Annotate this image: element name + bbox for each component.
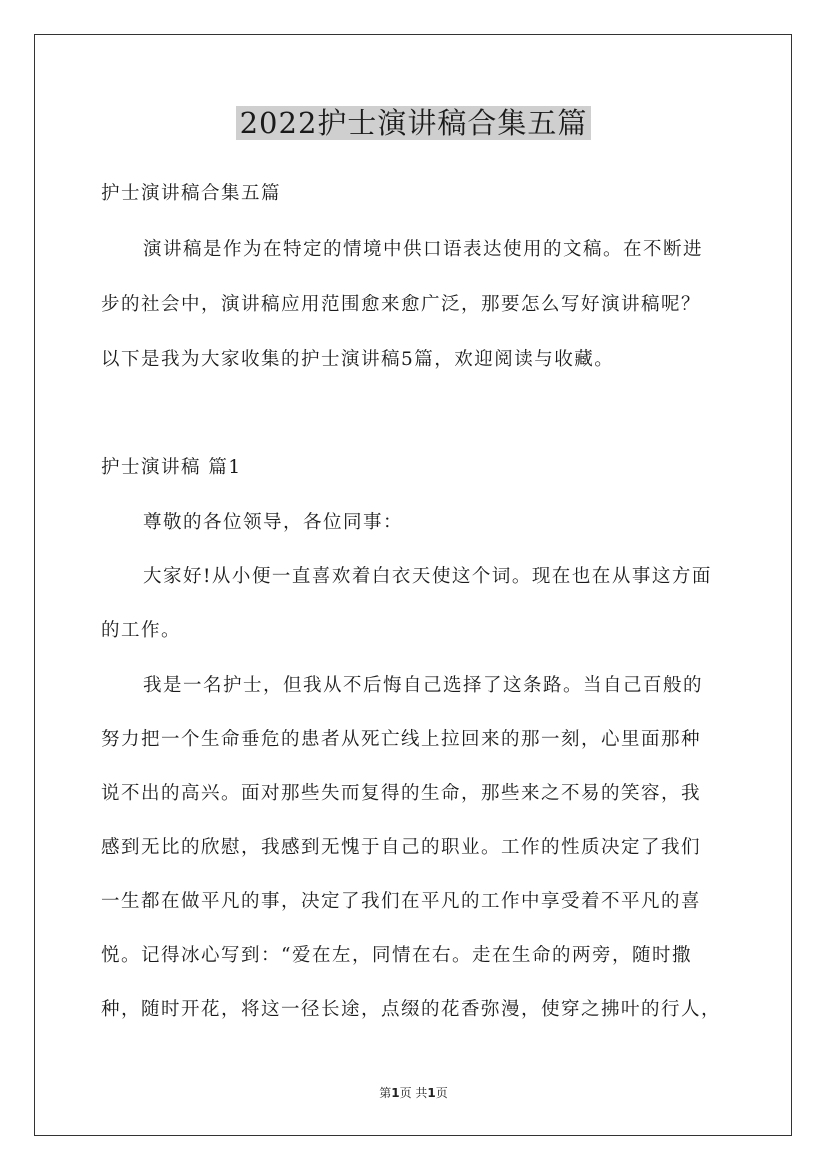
paragraph-line: 努力把一个生命垂危的患者从死亡线上拉回来的那一刻，心里面那种 (101, 729, 702, 750)
paragraph-line: 一生都在做平凡的事，决定了我们在平凡的工作中享受着不平凡的喜 (101, 891, 702, 912)
page-mid: 页 共 (399, 1086, 428, 1100)
paragraph-line: 我是一名护士，但我从不后悔自己选择了这条路。当自己百般的 (143, 675, 704, 696)
page-current: 1 (391, 1086, 400, 1100)
paragraph-line: 说不出的高兴。面对那些失而复得的生命，那些来之不易的笑容，我 (101, 783, 702, 804)
paragraph-line: 悦。记得冰心写到：“爱在左，同情在右。走在生命的两旁，随时撒 (101, 945, 692, 966)
paragraph-line: 大家好!从小便一直喜欢着白衣天使这个词。现在也在从事这方面 (143, 566, 712, 587)
intro-line: 步的社会中，演讲稿应用范围愈来愈广泛，那要怎么写好演讲稿呢？ (101, 294, 702, 315)
page-prefix: 第 (379, 1086, 392, 1100)
section-heading: 护士演讲稿 篇1 (101, 457, 242, 478)
paragraph-line: 的工作。 (101, 620, 182, 641)
document-body (101, 0, 728, 1170)
document-title-text: 2022护士演讲稿合集五篇 (236, 106, 592, 140)
intro-line: 以下是我为大家收集的护士演讲稿5篇，欢迎阅读与收藏。 (101, 349, 615, 370)
page-total: 1 (427, 1086, 436, 1100)
page-footer (0, 1084, 827, 1101)
intro-line: 演讲稿是作为在特定的情境中供口语表达使用的文稿。在不断进 (143, 239, 704, 260)
paragraph-line: 感到无比的欣慰，我感到无愧于自己的职业。工作的性质决定了我们 (101, 837, 702, 858)
paragraph-line: 种，随时开花，将这一径长途，点缀的花香弥漫，使穿之拂叶的行人， (101, 999, 722, 1020)
salutation: 尊敬的各位领导，各位同事： (143, 512, 404, 533)
page-suffix: 页 (435, 1086, 448, 1100)
subtitle: 护士演讲稿合集五篇 (101, 183, 282, 204)
